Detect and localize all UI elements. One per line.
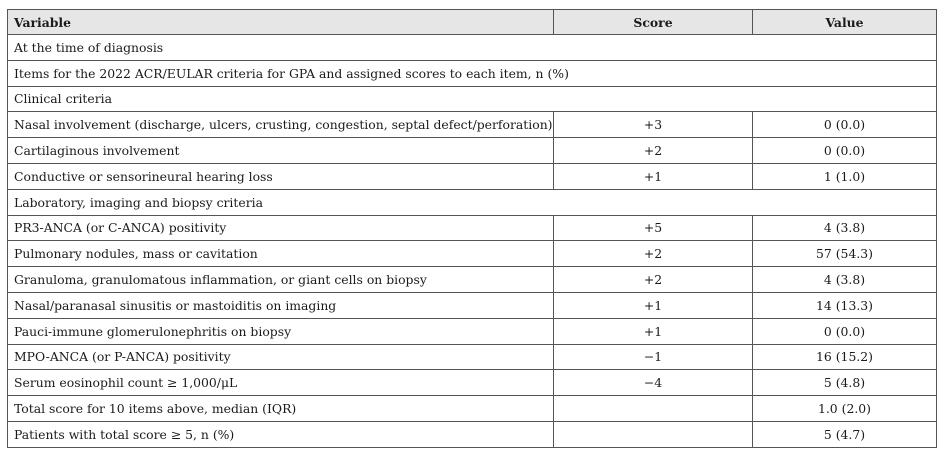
- variable-cell: Pulmonary nodules, mass or cavitation: [8, 241, 554, 267]
- table-row: [8, 112, 937, 138]
- table-row: [8, 318, 937, 344]
- score-cell: [554, 421, 753, 447]
- table-container: [7, 9, 937, 448]
- variable-cell: Nasal/paranasal sinusitis or mastoiditis on imaging: [8, 292, 554, 318]
- header-score: Score: [554, 10, 753, 35]
- section-clinical: Clinical criteria: [8, 86, 937, 112]
- variable-cell: Pauci-immune glomerulonephritis on biopsy: [8, 318, 554, 344]
- section-diagnosis: At the time of diagnosis: [8, 35, 937, 61]
- table-row: [8, 421, 937, 447]
- variable-cell: Nasal involvement (discharge, ulcers, crusting, congestion, septal defect/perforation): [8, 112, 554, 138]
- gpa-criteria-table: [7, 9, 937, 448]
- table-row: [8, 370, 937, 396]
- table-row: [8, 241, 937, 267]
- header-value: Value: [753, 10, 937, 35]
- variable-cell: Patients with total score ≥ 5, n (%): [8, 421, 554, 447]
- value-cell: 4 (3.8): [753, 267, 937, 293]
- score-cell: [554, 396, 753, 422]
- score-cell: +1: [554, 318, 753, 344]
- section-row: [8, 60, 937, 86]
- section-laboratory: Laboratory, imaging and biopsy criteria: [8, 189, 937, 215]
- score-cell: +1: [554, 163, 753, 189]
- score-cell: −1: [554, 344, 753, 370]
- variable-cell: Conductive or sensorineural hearing loss: [8, 163, 554, 189]
- score-cell: +2: [554, 267, 753, 293]
- value-cell: 57 (54.3): [753, 241, 937, 267]
- value-cell: 5 (4.8): [753, 370, 937, 396]
- section-row: [8, 35, 937, 61]
- table-row: [8, 344, 937, 370]
- score-cell: +3: [554, 112, 753, 138]
- value-cell: 0 (0.0): [753, 112, 937, 138]
- score-cell: −4: [554, 370, 753, 396]
- section-items: Items for the 2022 ACR/EULAR criteria for GPA and assigned scores to each item, n (%): [8, 60, 937, 86]
- value-cell: 4 (3.8): [753, 215, 937, 241]
- variable-cell: Cartilaginous involvement: [8, 138, 554, 164]
- score-cell: +2: [554, 241, 753, 267]
- section-row: [8, 86, 937, 112]
- table-row: [8, 292, 937, 318]
- value-cell: 16 (15.2): [753, 344, 937, 370]
- variable-cell: Total score for 10 items above, median (IQR): [8, 396, 554, 422]
- score-cell: +2: [554, 138, 753, 164]
- value-cell: 5 (4.7): [753, 421, 937, 447]
- value-cell: 0 (0.0): [753, 318, 937, 344]
- table-row: [8, 215, 937, 241]
- value-cell: 0 (0.0): [753, 138, 937, 164]
- value-cell: 1.0 (2.0): [753, 396, 937, 422]
- variable-cell: Granuloma, granulomatous inflammation, or giant cells on biopsy: [8, 267, 554, 293]
- table-row: [8, 138, 937, 164]
- table-row: [8, 267, 937, 293]
- table-row: [8, 396, 937, 422]
- table-row: [8, 163, 937, 189]
- value-cell: 1 (1.0): [753, 163, 937, 189]
- variable-cell: MPO-ANCA (or P-ANCA) positivity: [8, 344, 554, 370]
- header-row: [8, 10, 937, 35]
- variable-cell: Serum eosinophil count ≥ 1,000/μL: [8, 370, 554, 396]
- section-row: [8, 189, 937, 215]
- score-cell: +5: [554, 215, 753, 241]
- variable-cell: PR3-ANCA (or C-ANCA) positivity: [8, 215, 554, 241]
- value-cell: 14 (13.3): [753, 292, 937, 318]
- score-cell: +1: [554, 292, 753, 318]
- header-variable: Variable: [8, 10, 554, 35]
